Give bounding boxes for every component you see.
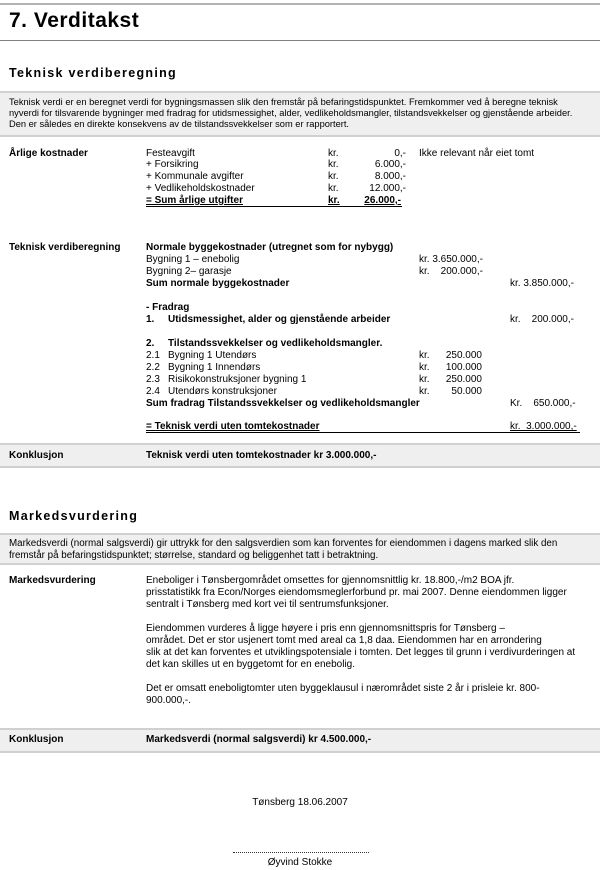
teknisk-intro — [0, 93, 600, 130]
intro-line: nyverdi for tilsvarende bygninger med fradrag for utidsmessighet, alder, vedlikeholdsmangler, tilstandsvekkelser og gjenstående arbeider. — [9, 108, 573, 118]
cost-note: Ikke relevant når eiet tomt — [419, 148, 535, 159]
subitem-amount: 50.000 — [451, 386, 482, 397]
cost-currency: kr. — [328, 183, 339, 194]
fradrag-item-num: 1. — [146, 314, 155, 325]
subitem-name: Utendørs konstruksjoner — [168, 386, 277, 397]
cost-name: + Forsikring — [146, 159, 199, 170]
sum-normal-amount: kr. 3.850.000,- — [510, 278, 574, 289]
cost-amount: 6.000,- — [374, 159, 406, 170]
cost-name: Festeavgift — [146, 148, 195, 159]
total-underline — [146, 432, 580, 433]
cost-amount: 8.000,- — [374, 171, 406, 182]
teknisk-konklusjon-box — [0, 443, 600, 468]
para-line: 900.000,-. — [146, 695, 192, 706]
normal-byggekost-heading: Normale byggekostnader (utregnet som for nybygg) — [146, 242, 394, 253]
marked-intro-box — [0, 533, 600, 565]
section-heading-marked: Markedsvurdering — [9, 509, 139, 523]
cost-currency: kr. — [328, 171, 339, 182]
markedsvurdering-label: Markedsvurdering — [9, 575, 96, 586]
konklusjon-label: Konklusjon — [9, 734, 64, 745]
cost-currency: kr. — [328, 148, 339, 159]
title-rule — [0, 40, 600, 41]
marked-paragraph — [146, 575, 586, 611]
fradrag-item-name: Tilstandssvekkelser og vedlikeholdsmangler. — [168, 338, 383, 349]
para-line: prisstatistikk fra Econ/Norges eiendomsmeglerforbund pr. mai 2007. Denne eiendommen ligger — [146, 587, 567, 598]
konklusjon-text: Teknisk verdi uten tomtekostnader kr 3.000.000,- — [146, 450, 377, 461]
fradrag-item-name: Utidsmessighet, alder og gjenstående arbeider — [168, 314, 391, 325]
teknisk-total-name: = Teknisk verdi uten tomtekostnader — [146, 421, 320, 432]
cost-sum-amount: 26.000,- — [364, 195, 401, 206]
intro-line: fremstår på befaringstidspunktet; størrelse, standard og beliggenhet tatt i betraktning. — [9, 550, 379, 561]
arlige-kostnader-label: Årlige kostnader — [9, 148, 88, 159]
page-title: 7. Verditakst — [9, 9, 140, 32]
subitem-num: 2.4 — [146, 386, 160, 397]
subitem-name: Risikokonstruksjoner bygning 1 — [168, 374, 307, 385]
konklusjon-label: Konklusjon — [9, 450, 64, 461]
marked-paragraph — [146, 623, 586, 671]
fradrag-item-amount: kr. 200.000,- — [510, 314, 574, 325]
marked-intro — [0, 535, 600, 562]
subitem-amount: 100.000 — [445, 362, 482, 373]
sum-underline — [146, 206, 402, 207]
intro-line: Teknisk verdi er en beregnet verdi for bygningsmassen slik den fremstår på befaringstidspunktet. Fremkommer ved å beregne teknisk — [9, 97, 558, 107]
para-line: slik at det kan forventes et utviklingspotensiale i tomten. Det legges til grunn i verdivurderingen at — [146, 647, 576, 658]
para-line: Det er omsatt eneboligtomter uten byggeklausul i nærområdet siste 2 år i prisleie kr. 800- — [146, 683, 540, 694]
intro-line: Markedsverdi (normal salgsverdi) gir uttrykk for den salgsverdien som kan forventes for eiendommen i dagens marked slik den — [9, 538, 558, 549]
cost-name: + Vedlikeholdskostnader — [146, 183, 255, 194]
cost-sum-currency: kr. — [328, 195, 340, 206]
cost-name: + Kommunale avgifter — [146, 171, 244, 182]
teknisk-intro-box — [0, 91, 600, 137]
subitem-num: 2.3 — [146, 374, 160, 385]
building-name: Bygning 1 – enebolig — [146, 254, 240, 265]
subitem-currency: kr. — [419, 350, 430, 361]
building-amount: kr. 3.650.000,- — [419, 254, 483, 265]
para-line: området. Det er stor usjenert tomt med areal ca 1,8 daa. Eiendommen har en arrondering — [146, 635, 542, 646]
place-date: Tønsberg 18.06.2007 — [252, 797, 348, 808]
sum-fradrag-amount: Kr. 650.000,- — [510, 398, 576, 409]
subitem-name: Bygning 1 Innendørs — [168, 362, 261, 373]
subitem-currency: kr. — [419, 374, 430, 385]
konklusjon-text: Markedsverdi (normal salgsverdi) kr 4.500.000,- — [146, 734, 372, 745]
building-amount: kr. 200.000,- — [419, 266, 483, 277]
subitem-currency: kr. — [419, 362, 430, 373]
para-line: det kan skilles ut en byggetomt for en enebolig. — [146, 659, 356, 670]
intro-line: Den er således en direkte konsekvens av de tilstandssvekkelser som er rapportert. — [9, 119, 350, 129]
sum-fradrag-name: Sum fradrag Tilstandssvekkelser og vedlikeholdsmangler — [146, 398, 420, 409]
para-line: sentralt i Tønsberg med kort vei til sentrumsfunksjoner. — [146, 599, 389, 610]
signature-line — [233, 852, 369, 853]
top-rule — [0, 3, 600, 5]
cost-amount: 12.000,- — [369, 183, 406, 194]
teknisk-verdiberegning-label: Teknisk verdiberegning — [9, 242, 121, 253]
para-line: Eiendommen vurderes å ligge høyere i pris enn gjennomsnittspris for Tønsberg – — [146, 623, 505, 634]
para-line: Eneboliger i Tønsbergområdet omsettes for gjennomsnittlig kr. 18.800,-/m2 BOA jfr. — [146, 575, 515, 586]
subitem-amount: 250.000 — [445, 350, 482, 361]
sum-normal-name: Sum normale byggekostnader — [146, 278, 290, 289]
building-name: Bygning 2– garasje — [146, 266, 232, 277]
cost-sum-name: = Sum årlige utgifter — [146, 195, 243, 206]
cost-currency: kr. — [328, 159, 339, 170]
subitem-name: Bygning 1 Utendørs — [168, 350, 257, 361]
fradrag-item-num: 2. — [146, 338, 155, 349]
subitem-num: 2.2 — [146, 362, 160, 373]
subitem-amount: 250.000 — [445, 374, 482, 385]
subitem-currency: kr. — [419, 386, 430, 397]
marked-paragraph — [146, 683, 586, 707]
marked-konklusjon-box — [0, 728, 600, 753]
fradrag-heading: - Fradrag — [146, 302, 190, 313]
subitem-num: 2.1 — [146, 350, 160, 361]
section-heading-teknisk: Teknisk verdiberegning — [9, 66, 177, 80]
signature-name: Øyvind Stokke — [267, 857, 333, 868]
teknisk-total-amount: kr. 3.000.000,- — [510, 421, 577, 432]
cost-amount: 0,- — [394, 148, 406, 159]
